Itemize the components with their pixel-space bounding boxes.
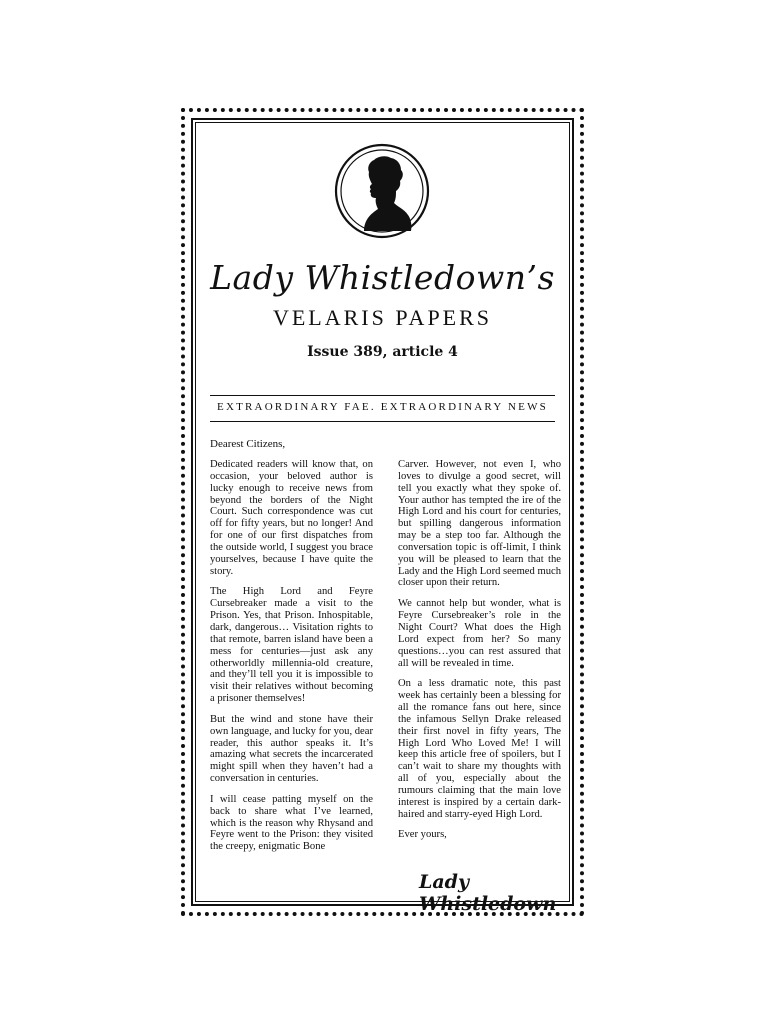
silhouette-cameo-icon [334, 143, 430, 239]
page-title: Lady Whistledown’s [210, 258, 555, 297]
page-subtitle: VELARIS PAPERS [272, 305, 493, 330]
paragraph: Dedicated readers will know that, on occasion, your beloved author is lucky enough to receive news from beyond the borders of the Night Court. Such correspondence was cut off for fifty years, but no longer! And for one of our first dispatches from the outside world, I suggest you brace yourselves, because I have quite the story. [210, 459, 373, 577]
paragraph: I will cease patting myself on the back to share what I’ve learned, which is the reason why Rhysand and Feyre went to the Prison: they visited the creepy, enigmatic Bone [210, 793, 373, 853]
paragraph: But the wind and stone have their own language, and lucky for you, dear reader, this author speaks it. It’s amazing what secrets the incarcerated might spill when they haven’t had a conversation in centuries. [210, 713, 373, 785]
paragraph: We cannot help but wonder, what is Feyre Cursebreaker’s role in the Night Court? What does the High Lord expect from her? So many questions…you can rest assured that all will be revealed in time. [398, 598, 561, 669]
greeting: Dearest Citizens, [210, 438, 286, 450]
paragraph: Carver. However, not even I, who loves to divulge a good secret, will tell you exactly what they spoke of. Your author has tempted the ire of the High Lord and his court for centuries, but spilling dangerous information may be a step too far. Although the conversation topic is off-limit, I think you will be pleased to learn that the Lady and the High Lord seemed much closer upon their return. [398, 459, 561, 589]
article-column-right [398, 459, 561, 850]
tagline: EXTRAORDINARY FAE. EXTRAORDINARY NEWS [217, 401, 548, 413]
divider-bottom [210, 421, 555, 422]
issue-number: Issue 389, article 4 [307, 344, 458, 360]
newspaper-page [181, 108, 584, 916]
closing-line: Ever yours, [398, 829, 447, 841]
paragraph: On a less dramatic note, this past week has certainly been a blessing for all the romance fans out here, since the infamous Sellyn Drake released their first novel in fifty years, The High Lord Who Loved Me! I will keep this article free of spoilers, but I can’t wait to share my thoughts with all of you, especially about the rumours claiming that the main love interest is inspired by a certain dark-haired and starry-eyed High Lord. [398, 678, 561, 820]
author-signature: Lady Whistledown [419, 871, 557, 915]
article-column-left [210, 459, 373, 862]
divider-top [210, 395, 555, 396]
paragraph: The High Lord and Feyre Cursebreaker made a visit to the Prison. Yes, that Prison. Inhospitable, dark, dangerous… Visitation rights to that remote, barren island have been a mess for centuries—just ask any otherworldly millennia-old creature, and they’ll tell you it is impossible to visit their relatives without becoming a prisoner themselves! [210, 586, 373, 705]
